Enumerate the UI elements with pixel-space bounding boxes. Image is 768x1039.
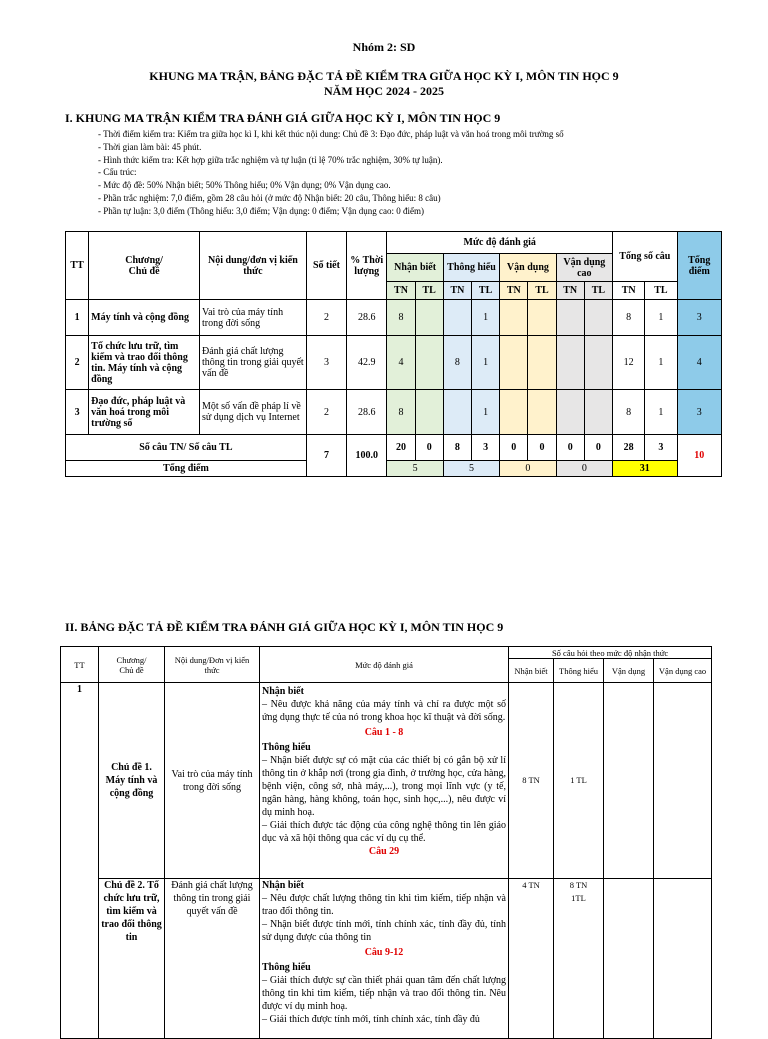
cell-nb-tl <box>415 300 443 336</box>
document-title: KHUNG MA TRẬN, BẢNG ĐẶC TẢ ĐỀ KIỂM TRA GIỮA HỌC KỲ I, MÔN TIN HỌC 9 <box>149 69 619 83</box>
header-chuong: Chương/ Chủ đề <box>89 232 200 300</box>
table-row <box>66 300 722 336</box>
summary-diem-vd: 0 <box>500 461 556 477</box>
level-heading: Thông hiểu <box>262 742 311 753</box>
cell-th-tl: 1TL <box>571 893 586 903</box>
header-tl: TL <box>472 282 500 300</box>
summary-vd-tl: 0 <box>528 435 556 461</box>
section-2-title: II. BẢNG ĐẶC TẢ ĐỀ KIỂM TRA ĐÁNH GIÁ GIỮA HỌC KỲ I, MÔN TIN HỌC 9 <box>65 620 504 634</box>
cell-vdc <box>654 683 712 879</box>
header-tl: TL <box>415 282 443 300</box>
cell-noidung: Vai trò của máy tính trong đời sống <box>165 683 260 879</box>
header-tn: TN <box>556 282 584 300</box>
summary-label-socau: Số câu TN/ Số câu TL <box>66 435 307 461</box>
cell-vdc-tl <box>584 300 612 336</box>
cell-nb: 8 TN <box>509 683 554 879</box>
header-thoiluong: % Thời lượng <box>347 232 387 300</box>
cell-mucdo <box>260 683 509 879</box>
level-text: – Giải thích được sự cần thiết phải quan tâm đến chất lượng thông tin khi tìm kiếm, tiếp nhận và trao đổi thông tin. Nêu được ví dụ minh hoạ. <box>262 975 506 1012</box>
cell-chuong: Chủ đề 2. Tổ chức lưu trữ, tìm kiếm và trao đổi thông tin <box>99 879 165 1039</box>
header-mucdo: Mức độ đánh giá <box>260 647 509 683</box>
question-range: Câu 29 <box>368 846 400 857</box>
cell-diem: 4 <box>677 336 721 390</box>
header-mucdo: Mức độ đánh giá <box>387 232 613 254</box>
cell-mucdo <box>260 879 509 1039</box>
exam-info-item: - Thời gian làm bài: 45 phút. <box>98 141 202 152</box>
cell-vdc-tn <box>556 390 584 435</box>
header-tl: TL <box>584 282 612 300</box>
cell-tong-tl: 1 <box>645 336 677 390</box>
summary-th-tl: 3 <box>472 435 500 461</box>
cell-vdc-tl <box>584 336 612 390</box>
header-tn: TN <box>500 282 528 300</box>
level-text: – Nhận biết được sự có mặt của các thiết bị có gắn bộ xử lí thông tin ở khắp nơi (trong gia đình, ở trường học, cửa hàng, bệnh viện, công sở, nhà máy,...), trong mọi lĩnh vực (y tế, ngân hàng, hàng không, toán học, sinh học,...), nêu được ví dụ minh hoạ. <box>262 755 506 818</box>
cell-nb-tn: 8 <box>387 390 415 435</box>
cell-th: 1 TL <box>554 683 604 879</box>
summary-vdc-tl: 0 <box>584 435 612 461</box>
cell-vd-tl <box>528 336 556 390</box>
cell-th-tn: 8 TN <box>569 880 588 890</box>
cell-th-tn <box>443 300 471 336</box>
header-tl: TL <box>528 282 556 300</box>
cell-tong-tl: 1 <box>645 300 677 336</box>
summary-diem-th: 5 <box>443 461 499 477</box>
cell-pct: 28.6 <box>347 390 387 435</box>
cell-sotiet: 2 <box>306 300 346 336</box>
cell-th-tn <box>443 390 471 435</box>
summary-tong-tl: 3 <box>645 435 677 461</box>
header-vandung: Vận dụng <box>604 659 654 683</box>
header-tt: TT <box>61 647 99 683</box>
cell-th-tl: 1 <box>472 300 500 336</box>
header-chuong: Chương/ Chủ đề <box>99 647 165 683</box>
cell-nb: 4 TN <box>509 879 554 1039</box>
level-heading: Nhận biết <box>262 880 304 891</box>
cell-nb-tn: 8 <box>387 300 415 336</box>
table-row <box>61 879 712 1039</box>
summary-label-tongdiem: Tổng điểm <box>66 461 307 477</box>
level-text: – Nhận biết được tính mới, tính chính xác, tính đầy đủ, tính sử dụng được của thông tin <box>262 919 506 943</box>
exam-info-list <box>98 128 564 218</box>
header-nhanbiet: Nhận biết <box>387 254 443 282</box>
cell-vd <box>604 879 654 1039</box>
header-tongsocau: Tổng số câu <box>613 232 677 282</box>
header-socau: Số câu hỏi theo mức độ nhận thức <box>509 647 712 659</box>
cell-vdc <box>654 879 712 1039</box>
cell-diem: 3 <box>677 390 721 435</box>
cell-noidung: Đánh giá chất lượng thông tin trong giải quyết vấn đề <box>165 879 260 1039</box>
cell-nb-tl <box>415 336 443 390</box>
exam-info-item: - Hình thức kiểm tra: Kết hợp giữa trắc nghiệm và tự luận (tỉ lệ 70% trắc nghiệm, 30% tự luận). <box>98 154 443 165</box>
summary-vd-tn: 0 <box>500 435 528 461</box>
exam-info-item: - Thời điểm kiểm tra: Kiểm tra giữa học kì I, khi kết thúc nội dung: Chủ đề 3: Đạo đức, pháp luật và văn hoá trong môi trường số <box>98 129 564 139</box>
school-year: NĂM HỌC 2024 - 2025 <box>324 84 444 98</box>
header-nhanbiet: Nhận biết <box>509 659 554 683</box>
summary-diem-vdc: 0 <box>556 461 612 477</box>
table-row <box>66 390 722 435</box>
exam-info-item: - Cấu trúc: <box>98 167 137 178</box>
exam-info-item: - Phần tự luận: 3,0 điểm (Thông hiểu: 3,0 điểm; Vận dụng: 0 điểm; Vận dụng cao: 0 điểm) <box>98 205 424 216</box>
table-row <box>61 683 712 879</box>
cell-th <box>554 879 604 1039</box>
exam-info-item: - Mức độ đề: 50% Nhận biết; 50% Thông hiểu; 0% Vận dụng; 0% Vận dụng cao. <box>98 180 391 191</box>
cell-vd <box>604 683 654 879</box>
cell-chuong: Đạo đức, pháp luật và văn hoá trong môi trường số <box>89 390 200 435</box>
header-vandungcao: Vận dụng cao <box>654 659 712 683</box>
cell-tt: 3 <box>66 390 89 435</box>
header-vandungcao: Vận dụng cao <box>556 254 612 282</box>
cell-tt: 1 <box>61 683 99 1039</box>
header-vandung: Vận dụng <box>500 254 556 282</box>
summary-tong-tn: 28 <box>613 435 645 461</box>
matrix-table <box>65 231 722 477</box>
exam-info-item: - Phần trắc nghiệm: 7,0 điểm, gồm 28 câu hỏi (ở mức độ Nhận biết: 20 câu, Thông hiểu: 8 câu) <box>98 192 441 203</box>
table-row <box>66 336 722 390</box>
level-text: – Giải thích được tính mới, tính chính xác, tính đầy đủ <box>262 1014 480 1025</box>
cell-tong-tn: 8 <box>613 300 645 336</box>
summary-nb-tn: 20 <box>387 435 415 461</box>
question-range: Câu 9-12 <box>364 947 404 958</box>
header-noidung: Nội dung/Đơn vị kiến thức <box>165 647 260 683</box>
cell-vd-tl <box>528 390 556 435</box>
cell-vd-tn <box>500 336 528 390</box>
header-tn: TN <box>387 282 415 300</box>
cell-nb-tl <box>415 390 443 435</box>
header-thonghieu: Thông hiểu <box>554 659 604 683</box>
summary-diem-nb: 5 <box>387 461 443 477</box>
cell-vdc-tn <box>556 336 584 390</box>
cell-tong-tl: 1 <box>645 390 677 435</box>
cell-noidung: Một số vấn đề pháp lí về sử dụng dịch vụ Internet <box>200 390 307 435</box>
cell-th-tn: 8 <box>443 336 471 390</box>
header-sotiet: Số tiết <box>306 232 346 300</box>
cell-nb-tn: 4 <box>387 336 415 390</box>
cell-pct: 42.9 <box>347 336 387 390</box>
cell-vd-tl <box>528 300 556 336</box>
header-tn: TN <box>613 282 645 300</box>
cell-vd-tn <box>500 300 528 336</box>
level-heading: Nhận biết <box>262 686 304 697</box>
specification-table <box>60 646 712 1039</box>
summary-th-tn: 8 <box>443 435 471 461</box>
level-text: – Giải thích được tác động của công nghệ thông tin lên giáo dục và xã hội thông qua các ví dụ cụ thể. <box>262 820 506 844</box>
cell-chuong: Chủ đề 1. Máy tính và cộng đồng <box>99 683 165 879</box>
summary-nb-tl: 0 <box>415 435 443 461</box>
summary-sotiet: 7 <box>306 435 346 477</box>
summary-pct: 100.0 <box>347 435 387 477</box>
header-tongdiem: Tổng điểm <box>677 232 721 300</box>
header-thonghieu: Thông hiểu <box>443 254 499 282</box>
level-text: – Nêu được chất lượng thông tin khi tìm kiếm, tiếp nhận và trao đổi thông tin. <box>262 893 506 917</box>
cell-sotiet: 2 <box>306 390 346 435</box>
cell-vd-tn <box>500 390 528 435</box>
cell-sotiet: 3 <box>306 336 346 390</box>
cell-noidung: Vai trò của máy tính trong đời sống <box>200 300 307 336</box>
summary-row <box>66 435 722 461</box>
cell-chuong: Máy tính và cộng đồng <box>89 300 200 336</box>
level-heading: Thông hiểu <box>262 962 311 973</box>
summary-row <box>66 461 722 477</box>
cell-tt: 2 <box>66 336 89 390</box>
cell-chuong: Tổ chức lưu trữ, tìm kiếm và trao đổi thông tin. Máy tính và cộng đồng <box>89 336 200 390</box>
cell-tong-tn: 8 <box>613 390 645 435</box>
cell-noidung: Đánh giá chất lượng thông tin trong giải quyết vấn đề <box>200 336 307 390</box>
cell-pct: 28.6 <box>347 300 387 336</box>
header-tt: TT <box>66 232 89 300</box>
cell-th-tl: 1 <box>472 336 500 390</box>
cell-vdc-tn <box>556 300 584 336</box>
summary-vdc-tn: 0 <box>556 435 584 461</box>
question-range: Câu 1 - 8 <box>364 727 404 738</box>
cell-tt: 1 <box>66 300 89 336</box>
level-text: – Nêu được khả năng của máy tính và chỉ ra được một số ứng dụng thực tế của nó trong khoa học kĩ thuật và đời sống. <box>262 699 506 723</box>
summary-diem-tong: 31 <box>613 461 677 477</box>
summary-diem: 10 <box>677 435 721 477</box>
group-label: Nhóm 2: SD <box>352 40 416 54</box>
section-1-title: I. KHUNG MA TRẬN KIỂM TRA ĐÁNH GIÁ GIỮA HỌC KỲ I, MÔN TIN HỌC 9 <box>65 111 501 125</box>
cell-diem: 3 <box>677 300 721 336</box>
header-noidung: Nội dung/đơn vị kiến thức <box>200 232 307 300</box>
cell-vdc-tl <box>584 390 612 435</box>
cell-th-tl: 1 <box>472 390 500 435</box>
header-tn: TN <box>443 282 471 300</box>
cell-tong-tn: 12 <box>613 336 645 390</box>
header-tl: TL <box>645 282 677 300</box>
